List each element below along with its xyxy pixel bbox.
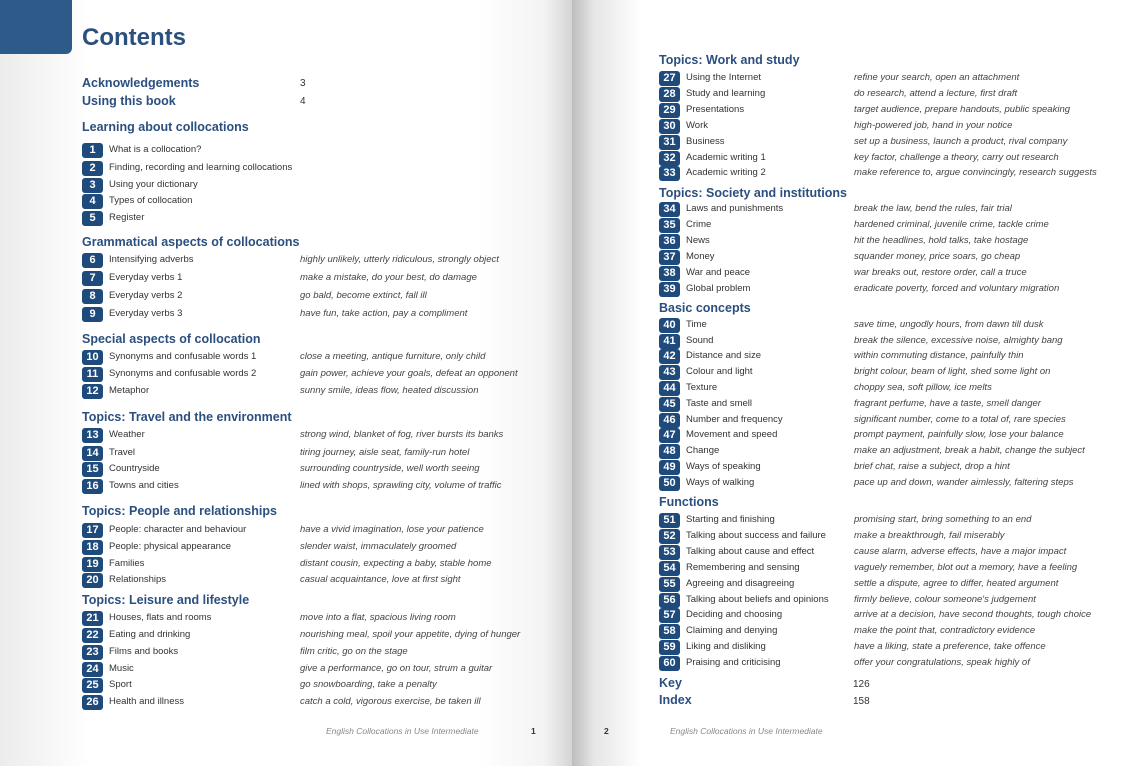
unit-title: Praising and criticising bbox=[686, 657, 781, 668]
unit-number-badge: 7 bbox=[82, 271, 103, 286]
unit-number-badge: 54 bbox=[659, 561, 680, 576]
unit-examples: offer your congratulations, speak highly of bbox=[854, 657, 1030, 668]
unit-title: Families bbox=[109, 558, 145, 569]
unit-examples: refine your search, open an attachment bbox=[854, 72, 1020, 83]
unit-examples: give a performance, go on tour, strum a guitar bbox=[300, 663, 493, 674]
unit-examples: arrive at a decision, have second thoughts, tough choice bbox=[854, 609, 1092, 620]
unit-examples: squander money, price soars, go cheap bbox=[854, 251, 1021, 262]
unit-title: Synonyms and confusable words 2 bbox=[109, 368, 257, 379]
unit-title: Talking about beliefs and opinions bbox=[686, 594, 829, 605]
unit-examples: go snowboarding, take a penalty bbox=[300, 679, 437, 690]
unit-title: Colour and light bbox=[686, 366, 753, 377]
unit-number-badge: 28 bbox=[659, 87, 680, 102]
unit-title: Weather bbox=[109, 429, 145, 440]
section-heading: Topics: Leisure and lifestyle bbox=[82, 593, 250, 607]
unit-examples: make a mistake, do your best, do damage bbox=[300, 272, 477, 283]
unit-examples: slender waist, immaculately groomed bbox=[300, 541, 457, 552]
unit-number-badge: 19 bbox=[82, 557, 103, 572]
unit-title: Ways of speaking bbox=[686, 461, 761, 472]
unit-number-badge: 24 bbox=[82, 662, 103, 677]
unit-title: War and peace bbox=[686, 267, 751, 278]
unit-examples: make reference to, argue convincingly, research suggests bbox=[854, 167, 1097, 178]
footer-book-title: English Collocations in Use Intermediate bbox=[670, 726, 823, 736]
unit-title: Academic writing 1 bbox=[686, 152, 766, 163]
unit-number-badge: 11 bbox=[82, 367, 103, 382]
unit-examples: save time, ungodly hours, from dawn till dusk bbox=[854, 319, 1044, 330]
unit-examples: make a breakthrough, fail miserably bbox=[854, 530, 1005, 541]
unit-number-badge: 42 bbox=[659, 349, 680, 364]
unit-number-badge: 34 bbox=[659, 202, 680, 217]
unit-title: Business bbox=[686, 136, 725, 147]
unit-number-badge: 56 bbox=[659, 593, 680, 608]
unit-examples: highly unlikely, utterly ridiculous, strongly object bbox=[300, 254, 499, 265]
unit-examples: have a vivid imagination, lose your patience bbox=[300, 524, 484, 535]
unit-number-badge: 16 bbox=[82, 479, 103, 494]
unit-title: Number and frequency bbox=[686, 414, 783, 425]
unit-title: Sound bbox=[686, 335, 714, 346]
unit-number-badge: 4 bbox=[82, 194, 103, 209]
page-title: Contents bbox=[82, 24, 186, 51]
unit-number-badge: 45 bbox=[659, 397, 680, 412]
page-number: 2 bbox=[604, 726, 609, 736]
unit-number-badge: 50 bbox=[659, 476, 680, 491]
unit-number-badge: 5 bbox=[82, 211, 103, 226]
unit-examples: eradicate poverty, forced and voluntary migration bbox=[854, 283, 1060, 294]
unit-number-badge: 60 bbox=[659, 656, 680, 671]
unit-examples: high-powered job, hand in your notice bbox=[854, 120, 1013, 131]
unit-examples: gain power, achieve your goals, defeat an opponent bbox=[300, 368, 518, 379]
unit-examples: distant cousin, expecting a baby, stable home bbox=[300, 558, 492, 569]
unit-title: Deciding and choosing bbox=[686, 609, 783, 620]
end-matter-index[interactable]: Index bbox=[659, 693, 692, 707]
unit-number-badge: 29 bbox=[659, 103, 680, 118]
unit-examples: choppy sea, soft pillow, ice melts bbox=[854, 382, 992, 393]
unit-title: Health and illness bbox=[109, 696, 184, 707]
unit-number-badge: 17 bbox=[82, 523, 103, 538]
footer-book-title: English Collocations in Use Intermediate bbox=[326, 726, 479, 736]
unit-number-badge: 39 bbox=[659, 282, 680, 297]
unit-number-badge: 21 bbox=[82, 611, 103, 626]
unit-examples: casual acquaintance, love at first sight bbox=[300, 574, 461, 585]
unit-number-badge: 37 bbox=[659, 250, 680, 265]
unit-title: Eating and drinking bbox=[109, 629, 191, 640]
unit-title: Relationships bbox=[109, 574, 167, 585]
unit-examples: nourishing meal, spoil your appetite, dying of hunger bbox=[300, 629, 521, 640]
unit-title: News bbox=[686, 235, 710, 246]
unit-number-badge: 20 bbox=[82, 573, 103, 588]
unit-title: People: character and behaviour bbox=[109, 524, 247, 535]
unit-title: Distance and size bbox=[686, 350, 761, 361]
section-heading: Topics: Work and study bbox=[659, 53, 800, 67]
section-heading: Topics: Travel and the environment bbox=[82, 410, 292, 424]
unit-title: Crime bbox=[686, 219, 712, 230]
unit-examples: catch a cold, vigorous exercise, be taken ill bbox=[300, 696, 481, 707]
unit-number-badge: 41 bbox=[659, 334, 680, 349]
page-number: 1 bbox=[531, 726, 536, 736]
unit-number-badge: 52 bbox=[659, 529, 680, 544]
unit-title: Time bbox=[686, 319, 707, 330]
unit-number-badge: 14 bbox=[82, 446, 103, 461]
unit-title: Money bbox=[686, 251, 715, 262]
unit-number-badge: 10 bbox=[82, 350, 103, 365]
section-heading: Functions bbox=[659, 495, 719, 509]
section-heading: Grammatical aspects of collocations bbox=[82, 235, 300, 249]
unit-number-badge: 53 bbox=[659, 545, 680, 560]
unit-title: Metaphor bbox=[109, 385, 150, 396]
unit-title: Claiming and denying bbox=[686, 625, 778, 636]
unit-number-badge: 36 bbox=[659, 234, 680, 249]
unit-title: Study and learning bbox=[686, 88, 766, 99]
section-heading: Learning about collocations bbox=[82, 120, 249, 134]
unit-number-badge: 46 bbox=[659, 413, 680, 428]
unit-examples: strong wind, blanket of fog, river bursts its banks bbox=[300, 429, 504, 440]
unit-title: Presentations bbox=[686, 104, 745, 115]
unit-examples: close a meeting, antique furniture, only child bbox=[300, 351, 486, 362]
unit-title: Global problem bbox=[686, 283, 751, 294]
unit-number-badge: 12 bbox=[82, 384, 103, 399]
unit-title: Types of collocation bbox=[109, 195, 193, 206]
unit-number-badge: 57 bbox=[659, 608, 680, 623]
unit-examples: target audience, prepare handouts, public speaking bbox=[854, 104, 1071, 115]
unit-title: Starting and finishing bbox=[686, 514, 775, 525]
unit-examples: within commuting distance, painfully thin bbox=[854, 350, 1024, 361]
unit-examples: do research, attend a lecture, first draft bbox=[854, 88, 1018, 99]
unit-number-badge: 13 bbox=[82, 428, 103, 443]
unit-number-badge: 6 bbox=[82, 253, 103, 268]
end-matter-page: 126 bbox=[853, 679, 870, 690]
unit-title: Travel bbox=[109, 447, 136, 458]
unit-examples: make the point that, contradictory evidence bbox=[854, 625, 1036, 636]
unit-title: Taste and smell bbox=[686, 398, 753, 409]
unit-examples: hardened criminal, juvenile crime, tackle crime bbox=[854, 219, 1049, 230]
unit-title: Movement and speed bbox=[686, 429, 778, 440]
section-heading: Topics: People and relationships bbox=[82, 504, 277, 518]
unit-examples: break the law, bend the rules, fair trial bbox=[854, 203, 1012, 214]
unit-examples: pace up and down, wander aimlessly, faltering steps bbox=[854, 477, 1074, 488]
unit-title: Register bbox=[109, 212, 145, 223]
unit-examples: lined with shops, sprawling city, volume of traffic bbox=[300, 480, 502, 491]
unit-examples: bright colour, beam of light, shed some light on bbox=[854, 366, 1051, 377]
unit-number-badge: 32 bbox=[659, 151, 680, 166]
unit-number-badge: 30 bbox=[659, 119, 680, 134]
unit-examples: war breaks out, restore order, call a truce bbox=[854, 267, 1027, 278]
section-heading: Special aspects of collocation bbox=[82, 332, 261, 346]
corner-tab bbox=[0, 0, 72, 54]
unit-title: Remembering and sensing bbox=[686, 562, 800, 573]
unit-title: What is a collocation? bbox=[109, 144, 202, 155]
end-matter-page: 158 bbox=[853, 696, 870, 707]
unit-examples: promising start, bring something to an end bbox=[854, 514, 1032, 525]
unit-examples: film critic, go on the stage bbox=[300, 646, 408, 657]
section-heading: Topics: Society and institutions bbox=[659, 186, 847, 200]
unit-number-badge: 18 bbox=[82, 540, 103, 555]
unit-number-badge: 55 bbox=[659, 577, 680, 592]
unit-title: Everyday verbs 1 bbox=[109, 272, 183, 283]
unit-examples: cause alarm, adverse effects, have a major impact bbox=[854, 546, 1067, 557]
unit-title: Change bbox=[686, 445, 720, 456]
unit-number-badge: 49 bbox=[659, 460, 680, 475]
unit-number-badge: 43 bbox=[659, 365, 680, 380]
unit-number-badge: 35 bbox=[659, 218, 680, 233]
unit-number-badge: 47 bbox=[659, 428, 680, 443]
unit-title: Ways of walking bbox=[686, 477, 755, 488]
end-matter-key[interactable]: Key bbox=[659, 676, 682, 690]
unit-number-badge: 58 bbox=[659, 624, 680, 639]
unit-examples: firmly believe, colour someone's judgement bbox=[854, 594, 1036, 605]
unit-number-badge: 40 bbox=[659, 318, 680, 333]
unit-title: People: physical appearance bbox=[109, 541, 232, 552]
section-heading: Basic concepts bbox=[659, 301, 751, 315]
unit-title: Music bbox=[109, 663, 134, 674]
unit-title: Liking and disliking bbox=[686, 641, 766, 652]
unit-number-badge: 26 bbox=[82, 695, 103, 710]
unit-examples: move into a flat, spacious living room bbox=[300, 612, 456, 623]
unit-examples: settle a dispute, agree to differ, heated argument bbox=[854, 578, 1059, 589]
unit-examples: significant number, come to a total of, rare species bbox=[854, 414, 1066, 425]
unit-examples: go bald, become extinct, fall ill bbox=[300, 290, 427, 301]
unit-number-badge: 25 bbox=[82, 678, 103, 693]
unit-title: Sport bbox=[109, 679, 132, 690]
front-matter-using-this-book[interactable]: Using this book bbox=[82, 94, 176, 108]
unit-number-badge: 2 bbox=[82, 161, 103, 176]
unit-number-badge: 8 bbox=[82, 289, 103, 304]
unit-number-badge: 44 bbox=[659, 381, 680, 396]
unit-examples: vaguely remember, blot out a memory, have a feeling bbox=[854, 562, 1078, 573]
unit-number-badge: 22 bbox=[82, 628, 103, 643]
unit-examples: prompt payment, painfully slow, lose your balance bbox=[854, 429, 1064, 440]
unit-examples: make an adjustment, break a habit, change the subject bbox=[854, 445, 1085, 456]
unit-title: Talking about cause and effect bbox=[686, 546, 815, 557]
unit-title: Intensifying adverbs bbox=[109, 254, 194, 265]
unit-number-badge: 31 bbox=[659, 135, 680, 150]
unit-examples: break the silence, excessive noise, almighty bang bbox=[854, 335, 1063, 346]
unit-number-badge: 51 bbox=[659, 513, 680, 528]
unit-title: Using your dictionary bbox=[109, 179, 198, 190]
unit-number-badge: 23 bbox=[82, 645, 103, 660]
unit-examples: fragrant perfume, have a taste, smell danger bbox=[854, 398, 1041, 409]
unit-title: Finding, recording and learning collocations bbox=[109, 162, 293, 173]
front-matter-page: 4 bbox=[300, 96, 306, 107]
unit-examples: surrounding countryside, well worth seeing bbox=[300, 463, 480, 474]
unit-number-badge: 48 bbox=[659, 444, 680, 459]
unit-title: Academic writing 2 bbox=[686, 167, 766, 178]
unit-examples: set up a business, launch a product, rival company bbox=[854, 136, 1068, 147]
unit-title: Towns and cities bbox=[109, 480, 179, 491]
unit-examples: tiring journey, aisle seat, family-run hotel bbox=[300, 447, 470, 458]
unit-title: Synonyms and confusable words 1 bbox=[109, 351, 257, 362]
unit-number-badge: 38 bbox=[659, 266, 680, 281]
front-matter-acknowledgements[interactable]: Acknowledgements bbox=[82, 76, 200, 90]
unit-examples: sunny smile, ideas flow, heated discussion bbox=[300, 385, 479, 396]
unit-number-badge: 3 bbox=[82, 178, 103, 193]
unit-title: Texture bbox=[686, 382, 718, 393]
front-matter-page: 3 bbox=[300, 78, 306, 89]
unit-title: Houses, flats and rooms bbox=[109, 612, 212, 623]
unit-number-badge: 9 bbox=[82, 307, 103, 322]
unit-title: Laws and punishments bbox=[686, 203, 784, 214]
unit-title: Talking about success and failure bbox=[686, 530, 826, 541]
unit-examples: have fun, take action, pay a compliment bbox=[300, 308, 468, 319]
unit-title: Countryside bbox=[109, 463, 160, 474]
unit-examples: hit the headlines, hold talks, take hostage bbox=[854, 235, 1029, 246]
unit-examples: key factor, challenge a theory, carry out research bbox=[854, 152, 1059, 163]
right-page bbox=[572, 0, 1130, 766]
unit-title: Using the Internet bbox=[686, 72, 761, 83]
unit-number-badge: 1 bbox=[82, 143, 103, 158]
unit-title: Everyday verbs 3 bbox=[109, 308, 183, 319]
unit-number-badge: 27 bbox=[659, 71, 680, 86]
unit-examples: have a liking, state a preference, take offence bbox=[854, 641, 1046, 652]
unit-number-badge: 33 bbox=[659, 166, 680, 181]
unit-number-badge: 15 bbox=[82, 462, 103, 477]
unit-title: Agreeing and disagreeing bbox=[686, 578, 795, 589]
unit-title: Everyday verbs 2 bbox=[109, 290, 183, 301]
unit-number-badge: 59 bbox=[659, 640, 680, 655]
unit-title: Films and books bbox=[109, 646, 179, 657]
unit-title: Work bbox=[686, 120, 708, 131]
unit-examples: brief chat, raise a subject, drop a hint bbox=[854, 461, 1010, 472]
